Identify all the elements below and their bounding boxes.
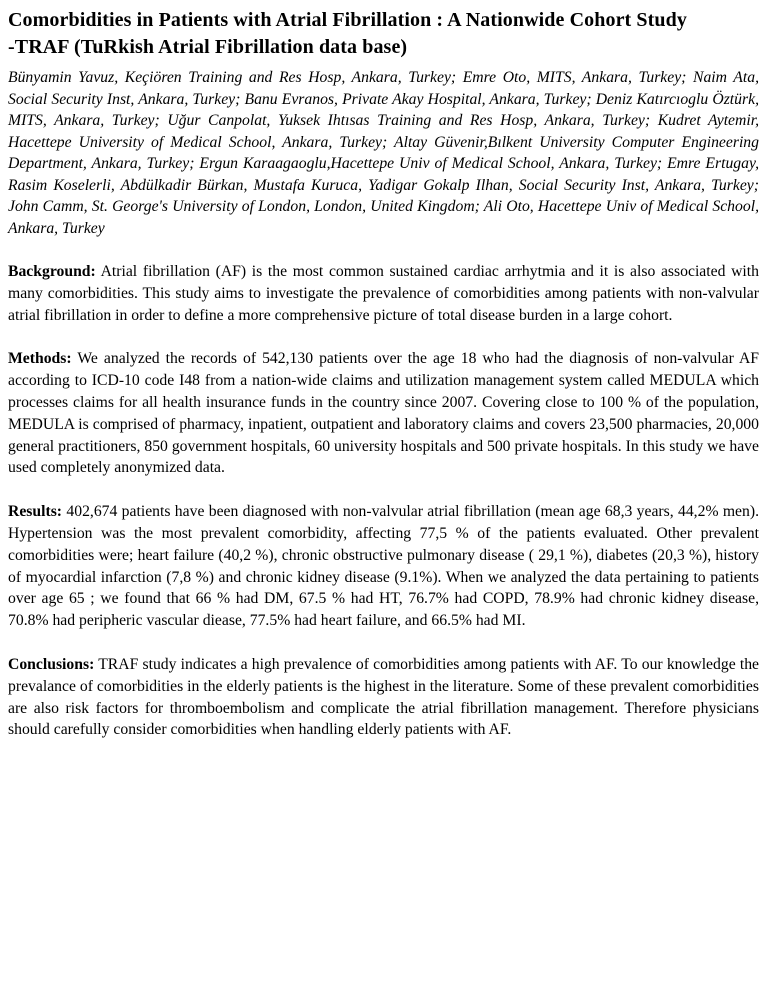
paper-title-line-2: -TRAF (TuRkish Atrial Fibrillation data base) [8, 36, 408, 58]
section-conclusions [8, 654, 759, 741]
section-background-label: Background: [8, 263, 96, 280]
section-background-text: Atrial fibrillation (AF) is the most common sustained cardiac arrhytmia and it is also associated with many comorbidities. This study aims to investigate the prevalence of comorbidities among patients with non-valvular atrial fibrillation in order to define a more comprehensive picture of total disease burden in a large cohort. [8, 263, 759, 324]
section-conclusions-label: Conclusions: [8, 655, 95, 673]
section-methods-label: Methods: [8, 350, 72, 368]
section-background [8, 261, 759, 326]
paper-title [8, 7, 759, 61]
section-methods [8, 348, 759, 479]
section-results-label: Results: [8, 503, 63, 521]
section-results-text: 402,674 patients have been diagnosed with non-valvular atrial fibrillation (mean age 68,3 years, 44,2% men). Hypertension was the most prevalent comorbidity, affecting 77,5 % of the patients evaluated. Other prevalent comorbidities were; heart failure (40,2 %), chronic obstructive pulmonary disease ( 29,1 %), diabetes (20,3 %), history of myocardial infarction (7,8 %) and chronic kidney disease (9.1%). When we analyzed the data pertaining to patients over age 65 ; we found that 66 % had DM, 67.5 % had HT, 76.7% had COPD, 78.9% had chronic kidney disease, 70.8% had peripheric vascular diease, 77.5% had heart failure, and 66.5% had MI. [8, 503, 759, 630]
section-conclusions-text: TRAF study indicates a high prevalence of comorbidities among patients with AF. To our knowledge the prevalance of comorbidities in the elderly patients is the highest in the literature. Some of these prevalent comorbidities are also risk factors for thromboembolism and complicate the atrial fibrillation management. Therefore physicians should carefully consider comorbidities when handling elderly patients with AF. [8, 655, 760, 739]
authors-affiliations-block: Bünyamin Yavuz, Keçiören Training and Res Hosp, Ankara, Turkey; Emre Oto, MITS, Ankara, Turkey; Naim Ata, Social Security Inst, Ankara, Turkey; Banu Evranos, Private Akay Hospital, Ankara, Turkey; Deniz Katırcıoglu Öztürk, MITS, Ankara, Turkey; Uğur Canpolat, Yuksek Ihtısas Training and Res Hosp, Ankara, Turkey; Kudret Aytemir, Hacettepe University of Medical School, Ankara, Turkey; Altay Güvenir,Bılkent University Computer Engineering Department, Ankara, Turkey; Ergun Karaagaoglu,Hacettepe Univ of Medical School, Ankara, Turkey; Emre Ertugay, Rasim Koselerli, Abdülkadir Bürkan, Mustafa Kuruca, Yadigar Gokalp Ilhan, Social Security Inst, Ankara, Turkey; John Camm, St. George's University of London, London, United Kingdom; Ali Oto, Hacettepe Univ of Medical School, Ankara, Turkey [8, 69, 759, 237]
section-methods-text: We analyzed the records of 542,130 patients over the age 18 who had the diagnosis of non-valvular AF according to ICD-10 code I48 from a nation-wide claims and utilization management system called MEDULA which processes claims for all health insurance funds in the country since 2007. Covering close to 100 % of the population, MEDULA is comprised of pharmacy, inpatient, outpatient and laboratory claims and covers 23,500 pharmacies, 20,000 general practitioners, 850 government hospitals, 60 university hospitals and 500 private hospitals. In this study we have used completely anonymized data. [8, 350, 759, 477]
paper-title-line-1: Comorbidities in Patients with Atrial Fibrillation : A Nationwide Cohort Study [8, 9, 687, 31]
section-results [8, 501, 759, 632]
